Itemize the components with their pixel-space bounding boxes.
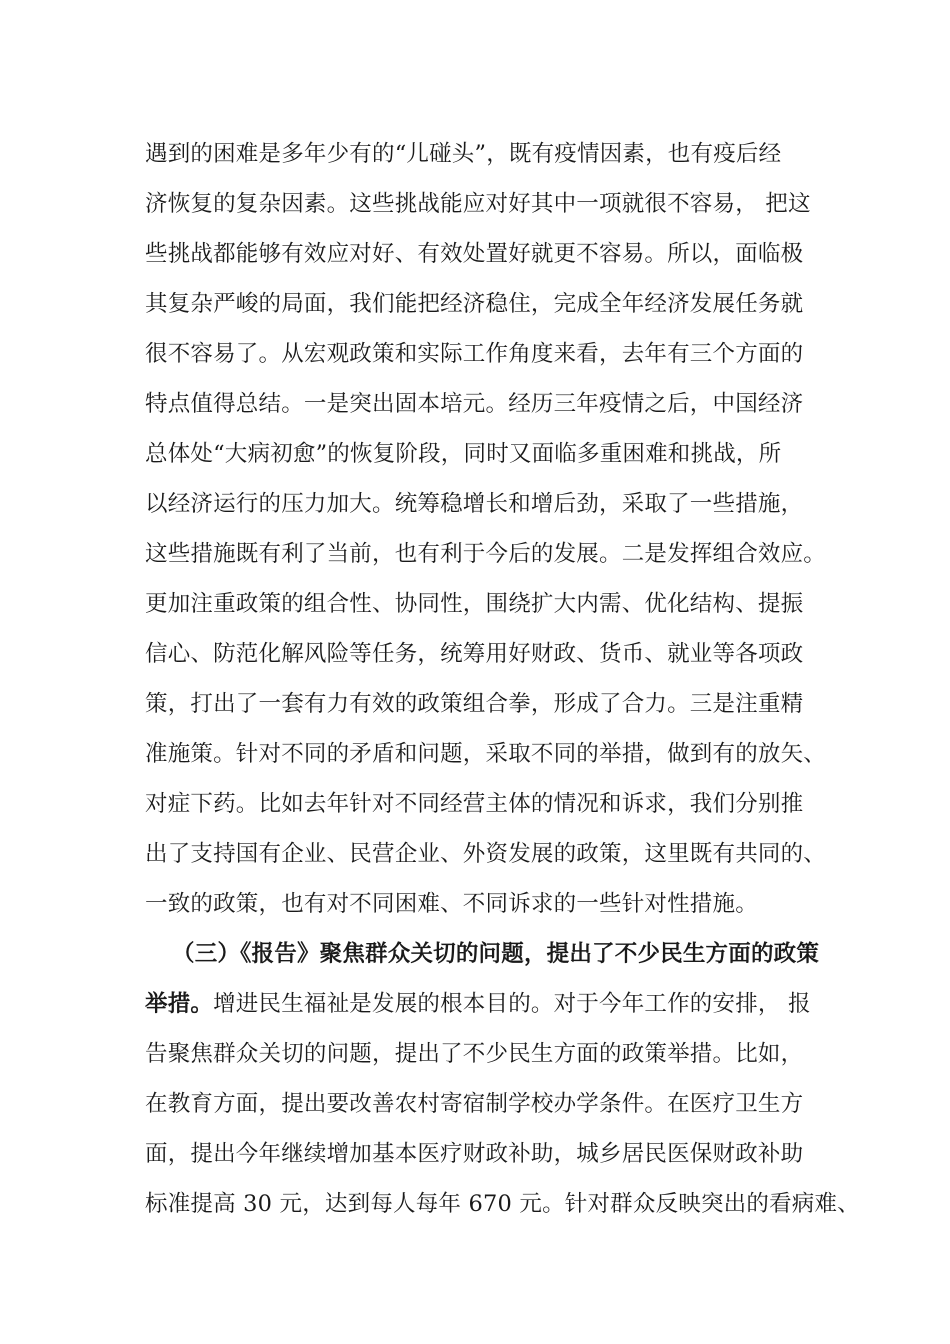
paragraph-line: 其复杂严峻的局面，我们能把经济稳住，完成全年经济发展任务就 bbox=[145, 291, 804, 317]
paragraph-line: 在教育方面，提出要改善农村寄宿制学校办学条件。在医疗卫生方 bbox=[145, 1091, 804, 1117]
paragraph-line: 策，打出了一套有力有效的政策组合拳，形成了合力。三是注重精 bbox=[145, 691, 804, 717]
paragraph-line: 一致的政策，也有对不同困难、不同诉求的一些针对性措施。 bbox=[145, 891, 758, 917]
paragraph-line: 总体处“大病初愈”的恢复阶段，同时又面临多重困难和挑战，所 bbox=[145, 441, 782, 467]
paragraph-line: 济恢复的复杂因素。这些挑战能应对好其中一项就很不容易， 把这 bbox=[145, 191, 811, 217]
paragraph-line: 标准提高 30 元，达到每人每年 670 元。针对群众反映突出的看病难、 bbox=[145, 1191, 860, 1217]
paragraph-line: 这些措施既有利了当前，也有利于今后的发展。二是发挥组合效应。 bbox=[145, 541, 827, 567]
section-heading: （三）《报告》聚焦群众关切的问题，提出了不少民生方面的政策 bbox=[172, 941, 820, 967]
paragraph-text: 增进民生福祉是发展的根本目的。对于今年工作的安排， 报 bbox=[213, 991, 811, 1017]
paragraph-line: 准施策。针对不同的矛盾和问题，采取不同的举措，做到有的放矢、 bbox=[145, 741, 827, 767]
section-heading-end: 举措。 bbox=[145, 991, 214, 1017]
paragraph-line: 遇到的困难是多年少有的“儿碰头”，既有疫情因素，也有疫后经 bbox=[145, 141, 782, 167]
paragraph-line: 很不容易了。从宏观政策和实际工作角度来看，去年有三个方面的 bbox=[145, 341, 804, 367]
paragraph-line: 面，提出今年继续增加基本医疗财政补助，城乡居民医保财政补助 bbox=[145, 1141, 804, 1167]
paragraph-line: 告聚焦群众关切的问题，提出了不少民生方面的政策举措。比如， bbox=[145, 1041, 804, 1067]
paragraph-line: 出了支持国有企业、民营企业、外资发展的政策，这里既有共同的、 bbox=[145, 841, 827, 867]
paragraph-line: 特点值得总结。一是突出固本培元。经历三年疫情之后，中国经济 bbox=[145, 391, 804, 417]
paragraph-line: 信心、防范化解风险等任务，统筹用好财政、货币、就业等各项政 bbox=[145, 641, 804, 667]
paragraph-line: 更加注重政策的组合性、协同性，围绕扩大内需、优化结构、提振 bbox=[145, 591, 804, 617]
section-heading-continuation bbox=[145, 989, 811, 1019]
paragraph-line: 对症下药。比如去年针对不同经营主体的情况和诉求，我们分别推 bbox=[145, 791, 804, 817]
paragraph-line: 以经济运行的压力加大。统筹稳增长和增后劲，采取了一些措施， bbox=[145, 491, 804, 517]
paragraph-line: 些挑战都能够有效应对好、有效处置好就更不容易。所以，面临极 bbox=[145, 241, 804, 267]
